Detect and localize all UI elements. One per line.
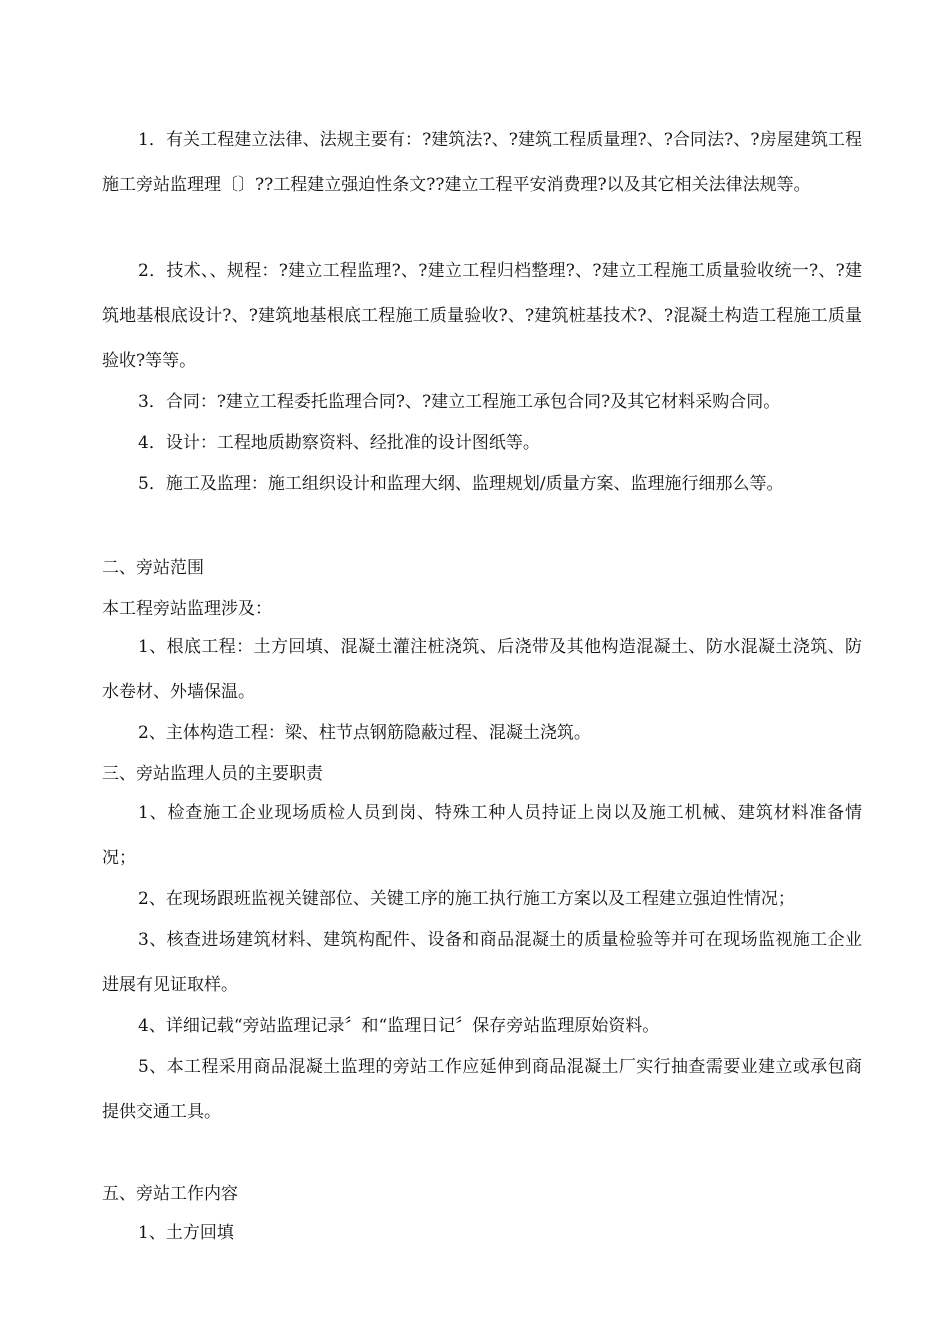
duty-item-4: 4、详细记载“旁站监理记录〞和“监理日记〞保存旁站监理原始资料。 (138, 1016, 660, 1036)
basis-item-contracts: 3．合同：?建立工程委托监理合同?、?建立工程施工承包合同?及其它材料采购合同。 (138, 392, 781, 412)
basis-item-design: 4．设计：工程地质勘察资料、经批准的设计图纸等。 (138, 433, 540, 453)
basis-item-laws: 1．有关工程建立法律、法规主要有：?建筑法?、?建筑工程质量理?、?合同法?、?房屋建筑工程施工旁站监理理〔〕??工程建立强迫性条文??建立工程平安消费理?以及其它相关法律法规等。 (102, 130, 862, 195)
basis-item-construction: 5．施工及监理：施工组织设计和监理大纲、监理规划/质量方案、监理施行细那么等。 (138, 474, 784, 494)
section-intro-scope: 本工程旁站监理涉及： (102, 599, 272, 619)
scope-item-structure: 2、主体构造工程：梁、柱节点钢筋隐蔽过程、混凝土浇筑。 (138, 723, 591, 743)
duty-item-2: 2、在现场跟班监视关键部位、关键工序的施工执行施工方案以及工程建立强迫性情况； (138, 889, 795, 909)
duty-item-3: 3、核查进场建筑材料、建筑构配件、设备和商品混凝土的质量检验等并可在现场监视施工企业进展有见证取样。 (102, 930, 862, 995)
duty-item-5: 5、本工程采用商品混凝土监理的旁站工作应延伸到商品混凝土厂实行抽查需要业建立或承包商提供交通工具。 (102, 1057, 862, 1122)
section-heading-duties: 三、旁站监理人员的主要职责 (102, 764, 323, 784)
basis-item-standards: 2．技术、、规程：?建立工程监理?、?建立工程归档整理?、?建立工程施工质量验收统一?、?建筑地基根底设计?、?建筑地基根底工程施工质量验收?、?建筑桩基技术?、?混凝土构造工程施工质量验收?等等。 (102, 261, 862, 371)
duty-item-1: 1、检查施工企业现场质检人员到岗、特殊工种人员持证上岗以及施工机械、建筑材料准备情况； (102, 803, 862, 868)
scope-item-foundation: 1、根底工程：土方回填、混凝土灌注桩浇筑、后浇带及其他构造混凝土、防水混凝土浇筑、防水卷材、外墙保温。 (102, 637, 862, 702)
section-heading-scope: 二、旁站范围 (102, 558, 204, 578)
work-item-earth-backfill: 1、土方回填 (138, 1223, 234, 1243)
section-heading-work-content: 五、旁站工作内容 (102, 1184, 238, 1204)
